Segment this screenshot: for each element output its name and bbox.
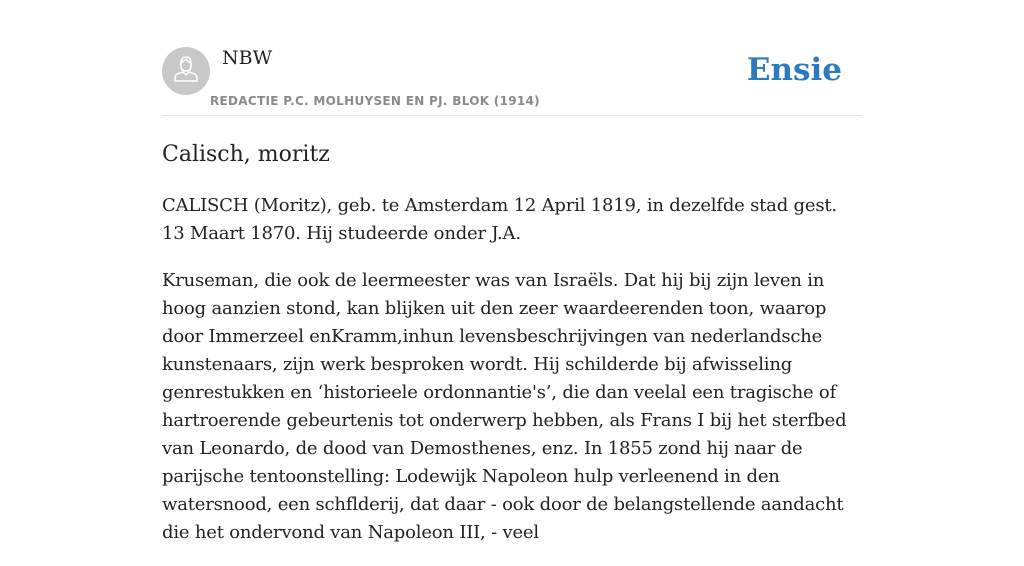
article-paragraph: Kruseman, die ook de leermeester was van Israëls. Dat hij bij zijn leven in hoog aanzien stond, kan blijken uit den zeer waardeerenden toon, waarop door Immerzeel enKramm,inhun levensbeschrijvingen van nederlandsche kunstenaars, zijn werk besproken wordt. Hij schilderde bij afwisseling genrestukken en ‘historieele ordonnantie's’, die dan veelal een tragische of hartroerende gebeurtenis tot onderwerp hebben, als Frans I bij het sterfbed van Leonardo, de dood van Demosthenes, enz. In 1855 zond hij naar de parijsche tentoonstelling: Lodewijk Napoleon hulp verleenend in den watersnood, een schflderij, dat daar - ook door de belangstellende aandacht die het ondervond van Napoleon III, - veel: [162, 270, 847, 543]
source-subtitle: REDACTIE P.C. MOLHUYSEN EN PJ. BLOK (1914): [210, 94, 540, 108]
source-header: [162, 46, 862, 116]
article-title: Calisch, moritz: [162, 142, 330, 167]
article-body: [162, 192, 862, 566]
source-name[interactable]: NBW: [222, 47, 273, 69]
ensie-logo[interactable]: Ensie: [746, 52, 842, 88]
article-paragraph: CALISCH (Moritz), geb. te Amsterdam 12 April 1819, in dezelfde stad gest. 13 Maart 1870. Hij studeerde onder J.A.: [162, 195, 837, 244]
avatar[interactable]: [162, 47, 210, 95]
person-icon: [173, 55, 199, 88]
